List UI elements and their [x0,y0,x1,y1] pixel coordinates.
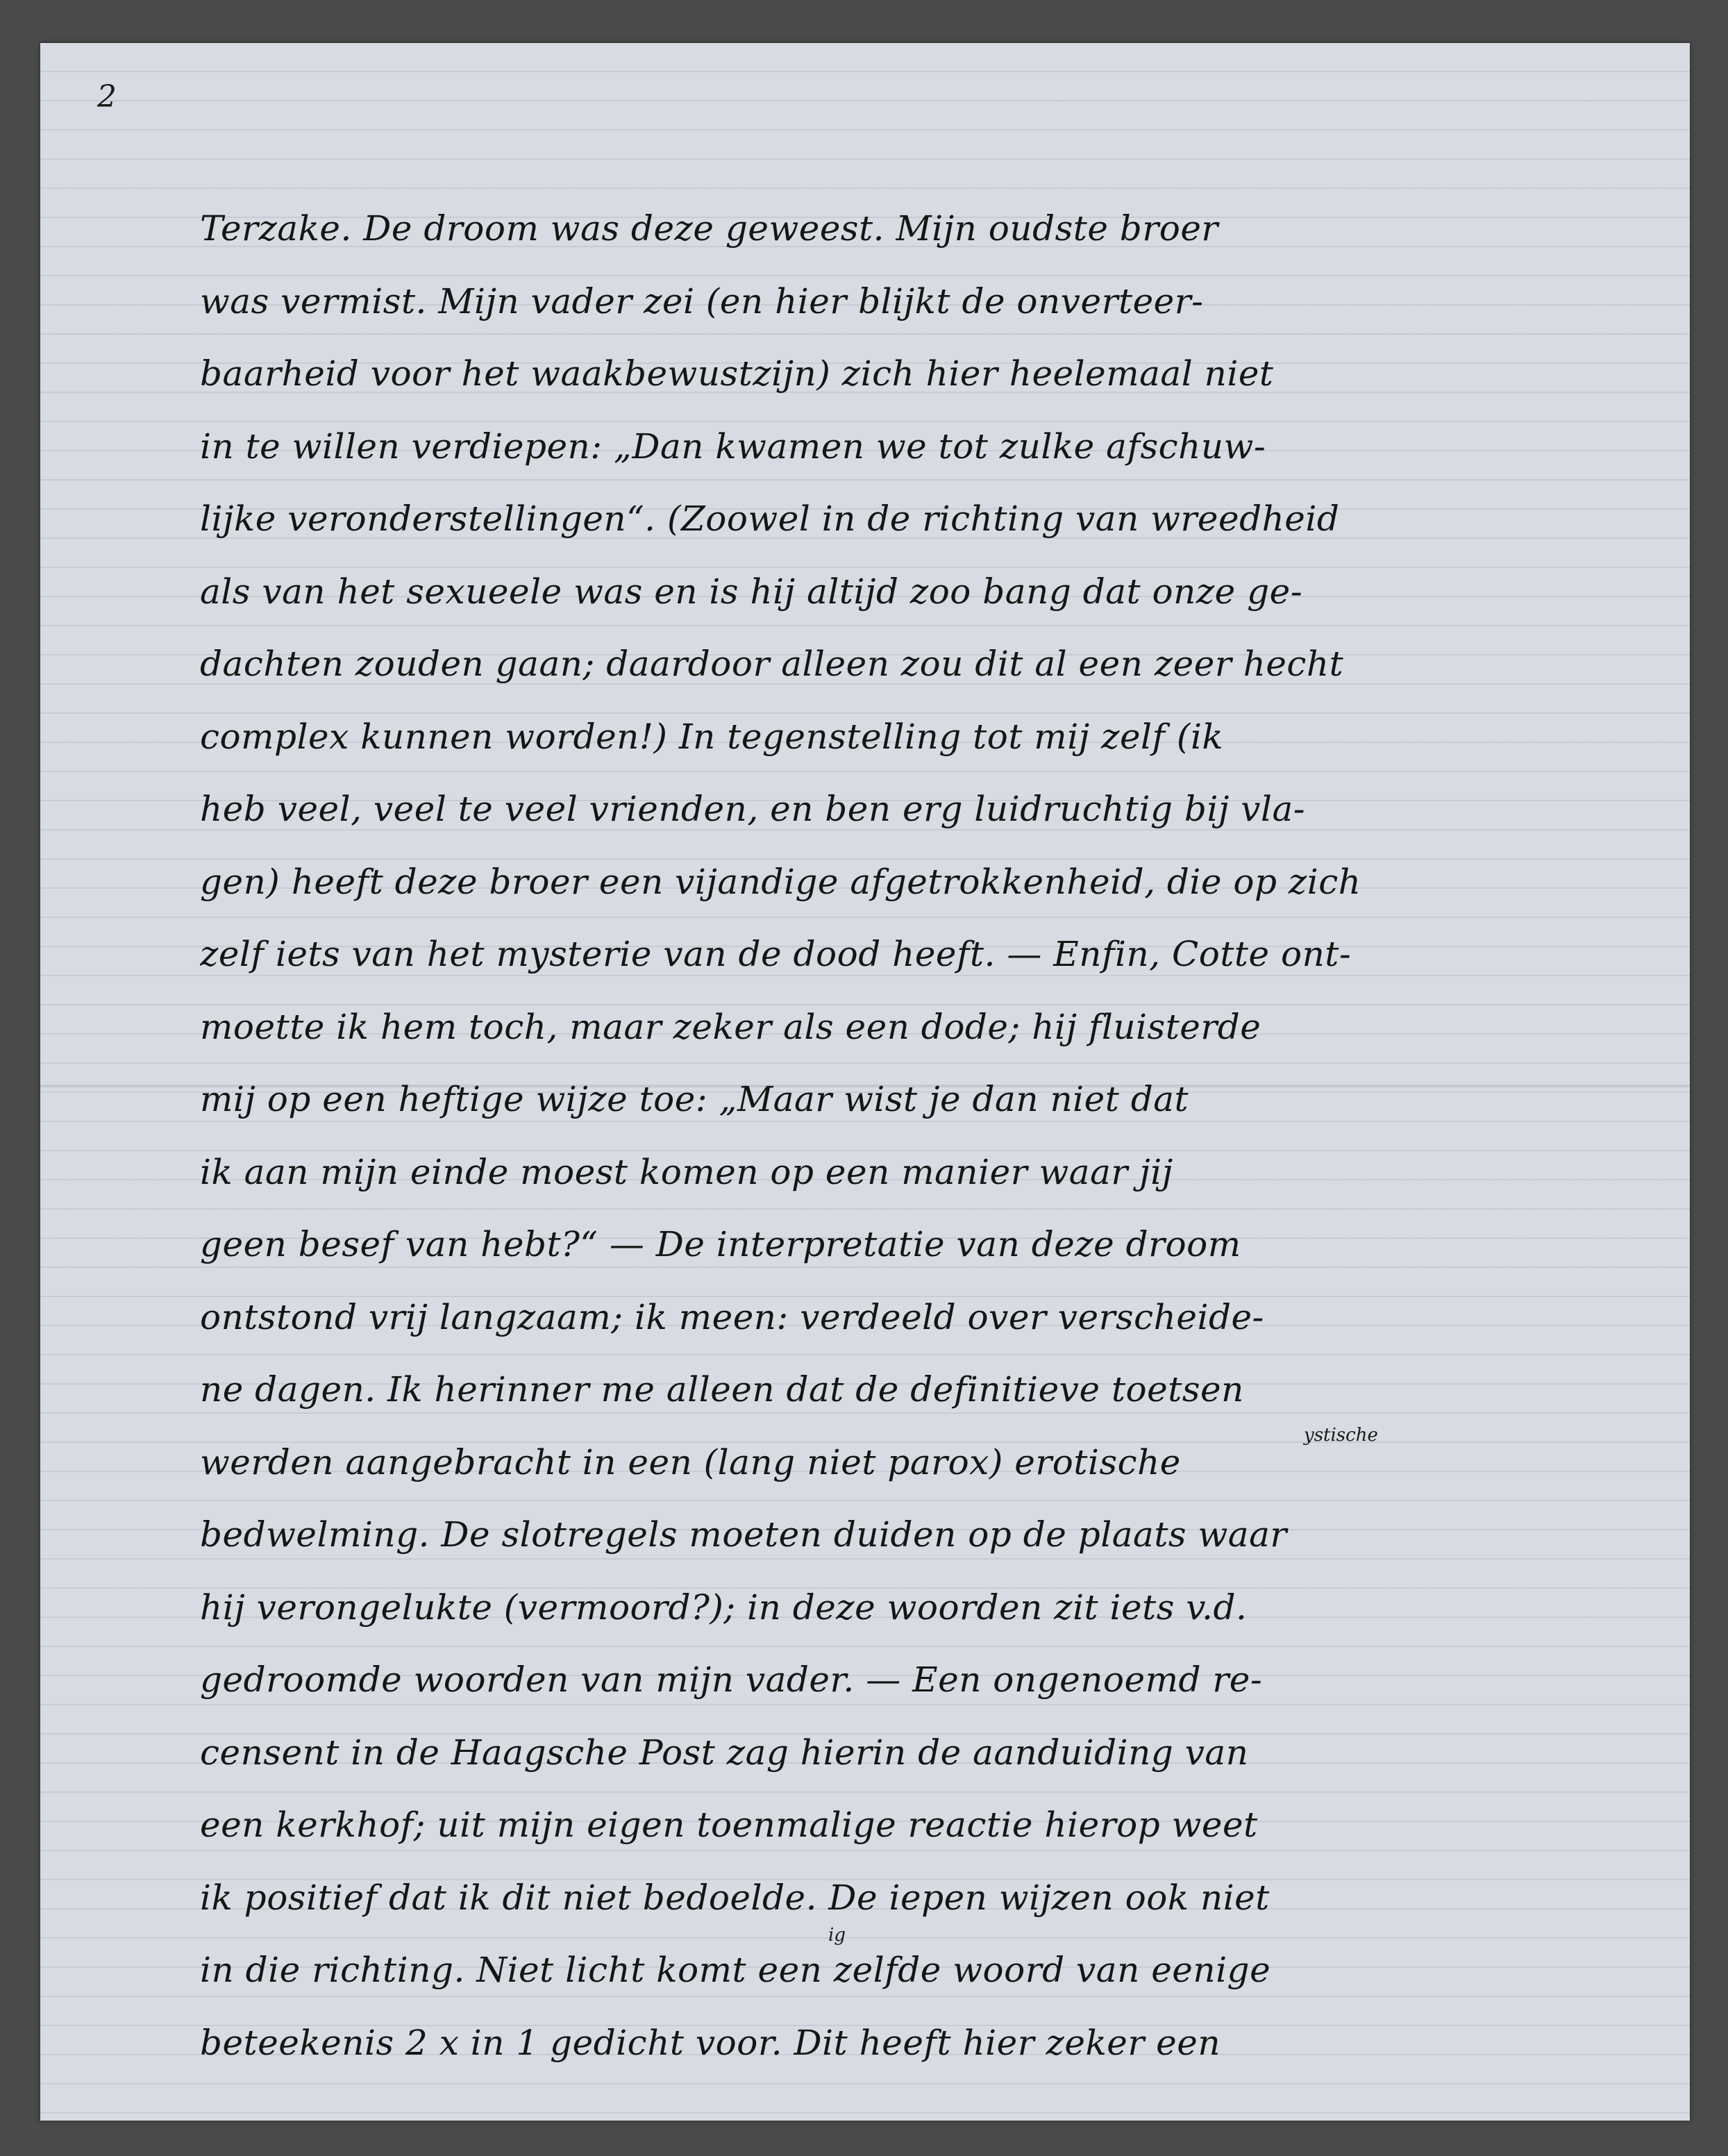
text-line: heb veel, veel te veel vrienden, en ben erg luidruchtig bij vla- [200,789,1306,829]
text-line: moette ik hem toch, maar zeker als een dode; hij fluisterde [200,1006,1261,1047]
text-line: mij op een heftige wijze toe: „Maar wist je dan niet dat [200,1079,1189,1119]
page-number: 2 [97,79,117,115]
manuscript-page [40,43,1690,2121]
text-line: baarheid voor het waakbewustzijn) zich hier heelemaal niet [200,353,1274,394]
text-line: ne dagen. Ik herinner me alleen dat de definitieve toetsen [200,1369,1244,1410]
text-line: complex kunnen worden!) In tegenstelling tot mij zelf (ik [200,716,1224,757]
text-line: ik positief dat ik dit niet bedoelde. De iepen wijzen ook niet [200,1877,1270,1918]
text-line: als van het sexueele was en is hij altijd zoo bang dat onze ge- [200,571,1303,612]
text-line: zelf iets van het mysterie van de dood heeft. — Enfin, Cotte ont- [200,934,1352,974]
text-line: lijke veronderstellingen“. (Zoowel in de richting van wreedheid [200,499,1340,539]
text-line: beteekenis 2 x in 1 gedicht voor. Dit heeft hier zeker een [200,2022,1221,2063]
text-line: geen besef van hebt?“ — De interpretatie van deze droom [200,1224,1241,1264]
text-line: gen) heeft deze broer een vijandige afgetrokkenheid, die op zich [200,861,1361,902]
text-line: gedroomde woorden van mijn vader. — Een ongenoemd re- [200,1660,1263,1700]
text-line: ik aan mijn einde moest komen op een manier waar jij [200,1151,1173,1192]
text-line: werden aangebracht in een (lang niet parox) erotische [200,1441,1181,1482]
text-line: bedwelming. De slotregels moeten duiden op de plaats waar [200,1514,1287,1555]
text-line: was vermist. Mijn vader zei (en hier blijkt de onverteer- [200,281,1204,321]
interlinear-insertion: ig [828,1925,846,1946]
text-line: hij verongelukte (vermoord?); in deze woorden zit iets v.d. [200,1587,1248,1628]
text-line: censent in de Haagsche Post zag hierin de aanduiding van [200,1732,1249,1773]
handwritten-text [200,192,1630,2079]
text-line: dachten zouden gaan; daardoor alleen zou dit al een zeer hecht [200,644,1344,684]
text-line: in te willen verdiepen: „Dan kwamen we tot zulke afschuw- [200,426,1266,467]
text-line: Terzake. De droom was deze geweest. Mijn oudste broer [200,208,1218,249]
text-line: in die richting. Niet licht komt een zelfde woord van eenige [200,1950,1271,1990]
text-line: een kerkhof; uit mijn eigen toenmalige reactie hierop weet [200,1805,1258,1845]
interlinear-insertion: ystische [1304,1425,1378,1446]
text-line: ontstond vrij langzaam; ik meen: verdeeld over verscheide- [200,1296,1264,1337]
